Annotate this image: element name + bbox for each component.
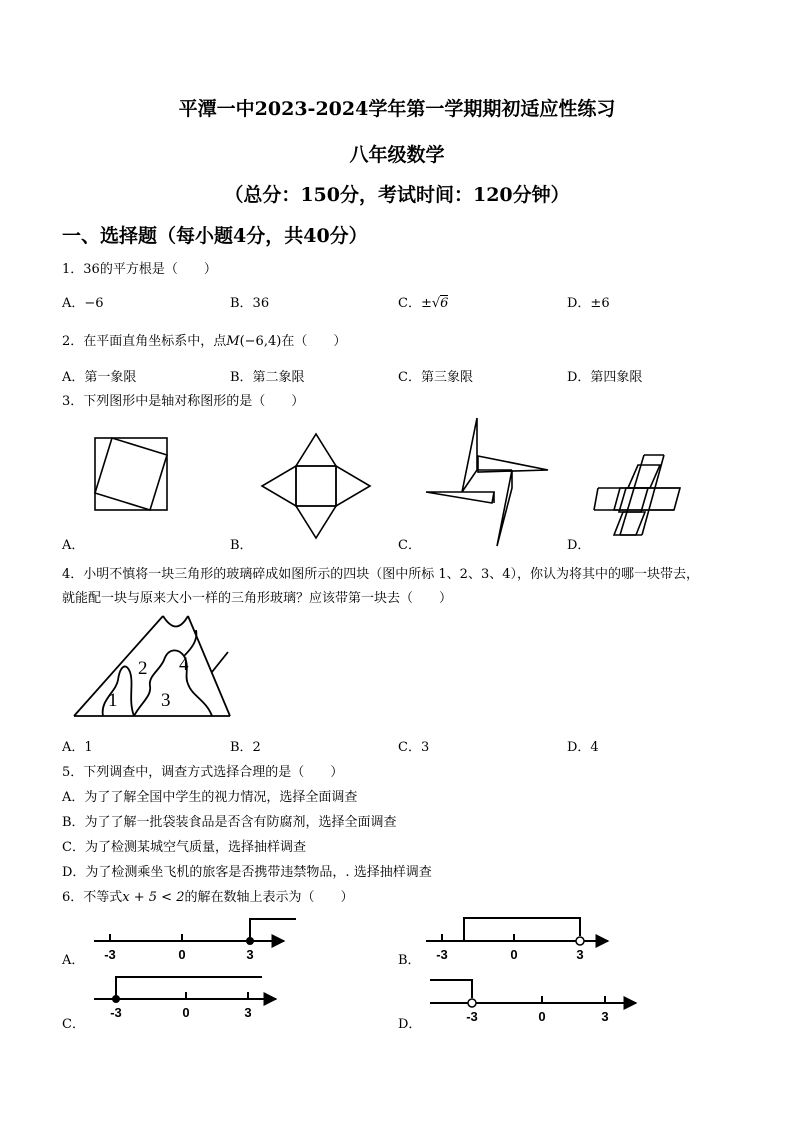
q6-a-tick-3: 3 [246, 947, 254, 962]
q6-b-tick-0: 0 [510, 947, 518, 962]
q2-option-a: A．第一象限 [62, 370, 137, 385]
q1-option-b: B．36 [230, 296, 270, 311]
q6-option-d: D． [398, 1017, 422, 1032]
q6-line-c [94, 977, 276, 999]
q4-figure-label-2: 2 [138, 658, 148, 679]
q6-c-tick-0: 0 [182, 1005, 190, 1020]
q6-stem-pre: 6．不等式 [62, 890, 123, 905]
q6-option-a: A． [62, 953, 85, 968]
q4-option-d: D．4 [567, 740, 599, 755]
q4-figure-label-4: 4 [179, 654, 189, 675]
q1-stem: 1．36的平方根是（ ） [62, 262, 217, 277]
q2-option-d: D．第四象限 [567, 370, 643, 385]
q6-b-open-point [576, 937, 584, 945]
title-line-2: 八年级数学 [349, 144, 445, 166]
section-title: 一、选择题（每小题4分，共40分） [62, 225, 368, 247]
q6-c-closed-point [112, 995, 120, 1003]
q2-coord: (−6,4) [239, 334, 282, 349]
q6-d-tick-neg3: -3 [466, 1009, 478, 1024]
q5-option-a: A．为了了解全国中学生的视力情况，选择全面调查 [62, 790, 358, 805]
q4-option-a: A．1 [62, 740, 93, 755]
q6-d-tick-0: 0 [538, 1009, 546, 1024]
q1-option-a: A．−6 [62, 296, 104, 311]
q3-option-a: A． [62, 538, 85, 553]
q5-stem: 5．下列调查中，调查方式选择合理的是（ ） [62, 765, 344, 780]
q2-stem-pre: 2．在平面直角坐标系中，点 [62, 334, 227, 349]
q6-line-d [430, 980, 636, 1003]
q4-option-b: B．2 [230, 740, 261, 755]
q6-option-b: B． [398, 953, 421, 968]
q2-point: M [226, 334, 240, 349]
q6-c-tick-neg3: -3 [110, 1005, 122, 1020]
q2-option-c: C．第三象限 [398, 370, 473, 385]
q6-line-a [94, 919, 296, 941]
q1-option-c-label: C．± [398, 296, 432, 311]
q6-a-tick-0: 0 [178, 947, 186, 962]
q2-stem-post: 在（ ） [281, 334, 347, 349]
title-line-3: （总分：150分，考试时间：120分钟） [224, 184, 570, 206]
q6-inequality: x + 5 < 2 [122, 890, 185, 905]
q6-stem-post: 的解在数轴上表示为（ ） [184, 890, 354, 905]
q6-d-open-point [468, 999, 476, 1007]
q4-option-c: C．3 [398, 740, 430, 755]
q6-a-closed-point [246, 937, 254, 945]
q3-option-b: B． [230, 538, 253, 553]
sqrt-icon: √ [431, 296, 441, 311]
q4-stem-line-2: 就能配一块与原来大小一样的三角形玻璃？应该带第一块去（ ） [62, 591, 453, 606]
q1-option-d: D．±6 [567, 296, 610, 311]
q6-a-tick-neg3: -3 [104, 947, 116, 962]
q3-option-c: C． [398, 538, 421, 553]
q3-option-d: D． [567, 538, 591, 553]
q5-option-b: B．为了了解一批袋装食品是否含有防腐剂，选择全面调查 [62, 815, 397, 830]
q6-option-c: C． [62, 1017, 85, 1032]
q5-option-c: C．为了检测某城空气质量，选择抽样调查 [62, 840, 306, 855]
q4-figure-label-1: 1 [108, 690, 118, 711]
q6-c-tick-3: 3 [244, 1005, 252, 1020]
q4-stem-line-1: 4．小明不慎将一块三角形的玻璃碎成如图所示的四块（图中所标 1、2、3、4），你认为将其中的哪一块带去， [62, 567, 699, 582]
title-line-1: 平潭一中2023-2024学年第一学期期初适应性练习 [178, 98, 616, 120]
q2-option-b: B．第二象限 [230, 370, 305, 385]
q6-b-tick-neg3: -3 [436, 947, 448, 962]
q6-b-tick-3: 3 [576, 947, 584, 962]
q3-stem: 3．下列图形中是轴对称图形的是（ ） [62, 394, 305, 409]
q1-option-c-radicand: 6 [440, 296, 449, 311]
q4-figure-label-3: 3 [161, 690, 171, 711]
q6-d-tick-3: 3 [601, 1009, 609, 1024]
q5-option-d: D．为了检测乘坐飞机的旅客是否携带违禁物品，. 选择抽样调查 [62, 865, 432, 880]
